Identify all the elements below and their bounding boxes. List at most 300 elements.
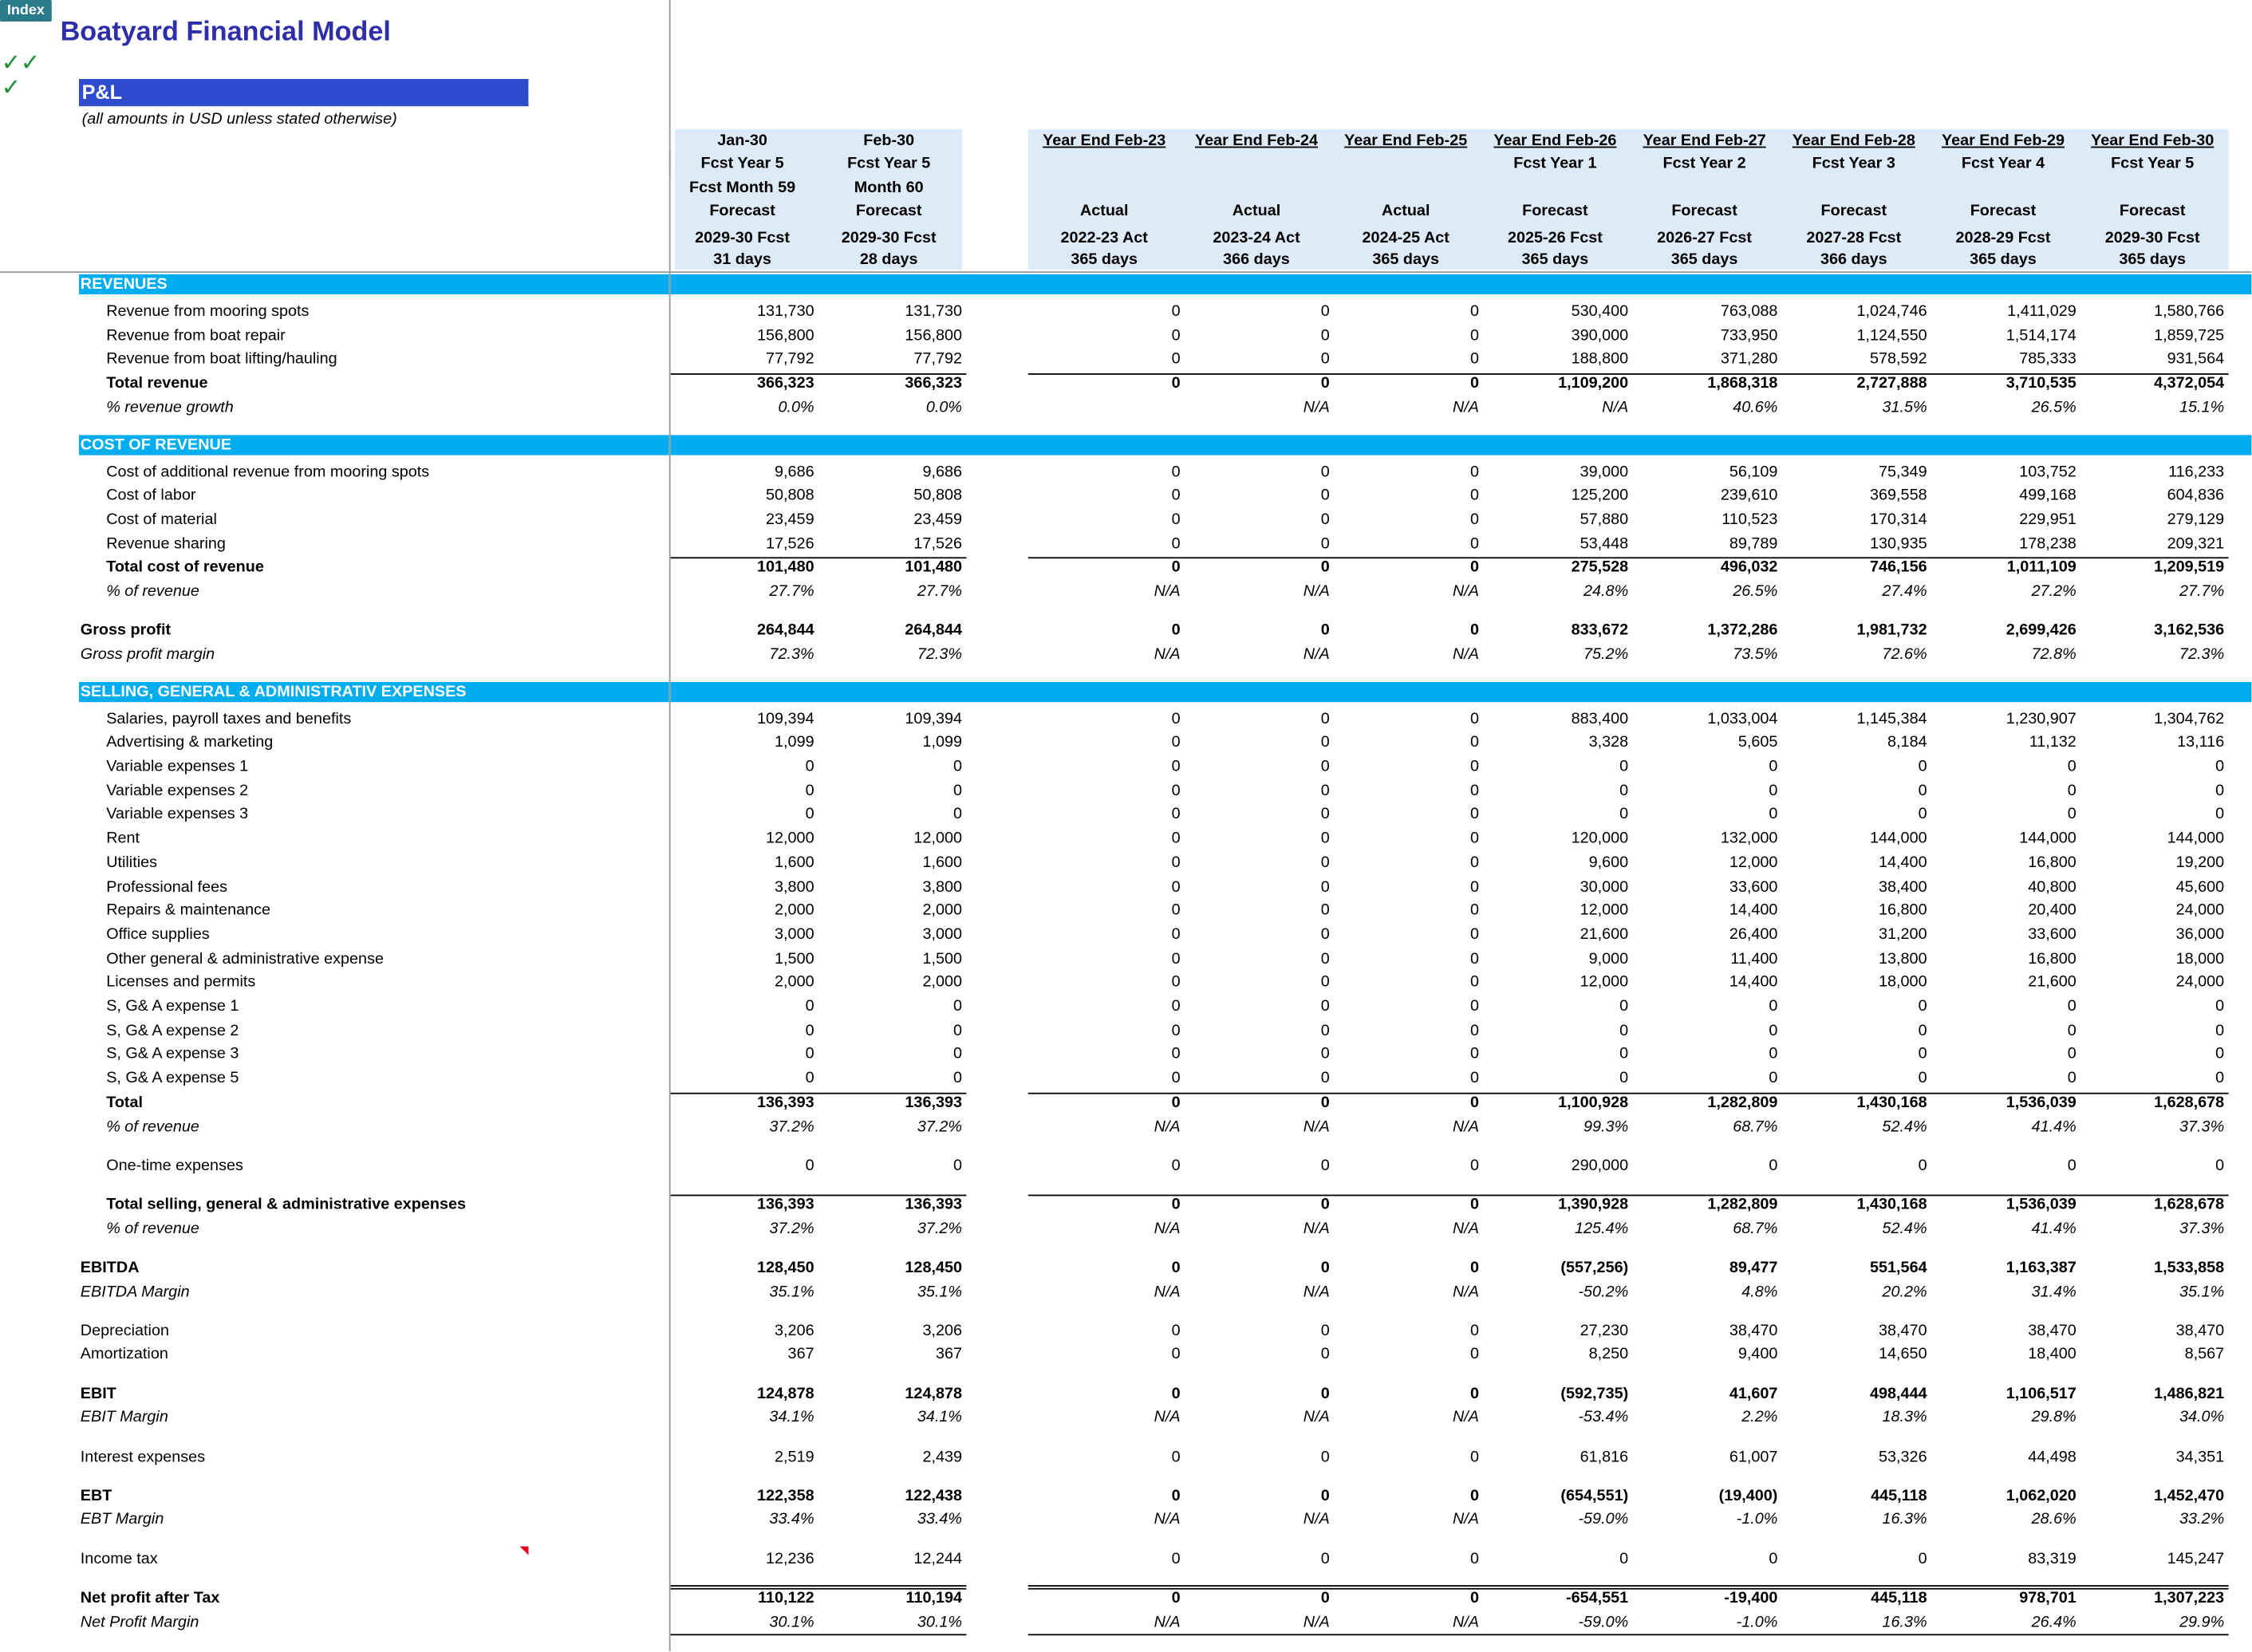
row-value[interactable]: 24.8%	[1583, 582, 1629, 601]
row-value[interactable]: 0	[1469, 806, 1479, 824]
row-value[interactable]: 136,393	[757, 1196, 814, 1213]
row-value[interactable]: 0	[1320, 1589, 1330, 1607]
row-value[interactable]: N/A	[1154, 645, 1181, 664]
row-value[interactable]: 2,000	[775, 973, 814, 992]
row-value[interactable]: 0	[1171, 1022, 1181, 1039]
row-value[interactable]: 0	[1171, 734, 1181, 751]
row-value[interactable]: 0	[1769, 1070, 1778, 1087]
row-value[interactable]: 0	[1171, 302, 1181, 321]
row-value[interactable]: 0	[1469, 487, 1479, 505]
row-value[interactable]: 0	[1171, 534, 1181, 553]
row-value[interactable]: N/A	[1154, 1220, 1181, 1237]
row-value[interactable]: 0	[1171, 758, 1181, 775]
row-value[interactable]: 68.7%	[1733, 1220, 1778, 1237]
row-value[interactable]: 530,400	[1571, 302, 1629, 321]
row-value[interactable]: 26.5%	[1733, 582, 1778, 601]
row-value[interactable]: -19,400	[1724, 1589, 1778, 1607]
row-value[interactable]: 0	[1320, 1487, 1330, 1504]
row-value[interactable]: 130,935	[1870, 534, 1927, 553]
row-value[interactable]: 0	[1469, 1487, 1479, 1504]
row-value[interactable]: 0	[1469, 1259, 1479, 1276]
row-value[interactable]: 23,459	[766, 511, 814, 529]
row-value[interactable]: 1,145,384	[1856, 710, 1927, 727]
row-value[interactable]: 0	[1469, 558, 1479, 577]
row-value[interactable]: 0	[1320, 463, 1330, 481]
row-value[interactable]: 931,564	[2167, 350, 2225, 369]
row-value[interactable]: (557,256)	[1560, 1259, 1629, 1276]
row-value[interactable]: N/A	[1303, 399, 1330, 416]
row-value[interactable]: 0	[1320, 350, 1330, 369]
row-value[interactable]: 0	[1918, 998, 1927, 1015]
row-value[interactable]: 0	[952, 1046, 962, 1063]
row-value[interactable]: 37.2%	[917, 1220, 962, 1237]
row-value[interactable]: 0	[1769, 806, 1778, 824]
row-value[interactable]: 0	[2067, 1157, 2076, 1174]
row-value[interactable]: 122,358	[757, 1487, 814, 1504]
row-value[interactable]: 3,162,536	[2154, 621, 2225, 640]
row-value[interactable]: 11,132	[2029, 734, 2076, 751]
row-value[interactable]: 34.0%	[2179, 1409, 2225, 1426]
row-value[interactable]: (654,551)	[1560, 1487, 1629, 1504]
row-value[interactable]: 0	[1918, 758, 1927, 775]
row-value[interactable]: 1,536,039	[2006, 1196, 2076, 1213]
row-value[interactable]: 1,106,517	[2006, 1385, 2076, 1402]
row-value[interactable]: 9,686	[922, 463, 962, 481]
row-value[interactable]: 20,400	[2028, 901, 2076, 920]
row-value[interactable]: 38,470	[2175, 1322, 2225, 1339]
row-value[interactable]: 0	[1918, 1070, 1927, 1087]
row-value[interactable]: 1,304,762	[2154, 710, 2225, 727]
row-value[interactable]: 9,686	[775, 463, 814, 481]
row-value[interactable]: 0	[1619, 1550, 1629, 1567]
row-value[interactable]: N/A	[1154, 1409, 1181, 1426]
row-value[interactable]: 16.3%	[1882, 1613, 1927, 1630]
row-value[interactable]: 19,200	[2175, 854, 2225, 872]
row-value[interactable]: 0	[1320, 854, 1330, 872]
row-value[interactable]: 44,498	[2028, 1448, 2076, 1465]
row-value[interactable]: 0	[1469, 1157, 1479, 1174]
row-value[interactable]: 83,319	[2028, 1550, 2076, 1567]
row-value[interactable]: 20.2%	[1882, 1283, 1927, 1300]
row-value[interactable]: 27.7%	[2179, 582, 2225, 601]
row-value[interactable]: N/A	[1154, 1283, 1181, 1300]
row-value[interactable]: 144,000	[1870, 830, 1927, 848]
row-value[interactable]: 35.1%	[917, 1283, 962, 1300]
row-value[interactable]: 3,328	[1588, 734, 1629, 751]
row-value[interactable]: 978,701	[2019, 1589, 2076, 1607]
row-value[interactable]: 0	[1918, 1157, 1927, 1174]
row-value[interactable]: 499,168	[2019, 487, 2076, 505]
row-value[interactable]: 101,480	[905, 558, 962, 577]
row-value[interactable]: 0	[1469, 463, 1479, 481]
row-value[interactable]: 0	[2067, 758, 2076, 775]
row-value[interactable]: 34.1%	[917, 1409, 962, 1426]
row-value[interactable]: 0	[1320, 1070, 1330, 1087]
row-value[interactable]: 1,230,907	[2006, 710, 2076, 727]
row-value[interactable]: 0	[1320, 806, 1330, 824]
row-value[interactable]: 0	[1171, 1385, 1181, 1402]
row-value[interactable]: N/A	[1303, 1409, 1330, 1426]
row-value[interactable]: -50.2%	[1578, 1283, 1629, 1300]
row-value[interactable]: 0	[1320, 901, 1330, 920]
row-value[interactable]: 0	[1171, 782, 1181, 800]
row-value[interactable]: 0	[1320, 830, 1330, 848]
row-value[interactable]: 0.0%	[925, 399, 962, 416]
row-value[interactable]: 23,459	[913, 511, 962, 529]
row-value[interactable]: N/A	[1452, 399, 1479, 416]
row-value[interactable]: 390,000	[1571, 326, 1629, 345]
row-value[interactable]: N/A	[1303, 645, 1330, 664]
row-value[interactable]: 2,000	[922, 901, 962, 920]
row-value[interactable]: 0	[1171, 326, 1181, 345]
row-value[interactable]: 367	[935, 1346, 962, 1363]
row-value[interactable]: 122,438	[905, 1487, 962, 1504]
row-value[interactable]: 3,206	[922, 1322, 962, 1339]
row-value[interactable]: 0	[2067, 806, 2076, 824]
row-value[interactable]: 3,800	[775, 877, 814, 896]
row-value[interactable]: 1,486,821	[2154, 1385, 2225, 1402]
row-value[interactable]: 170,314	[1870, 511, 1927, 529]
row-value[interactable]: N/A	[1303, 1511, 1330, 1528]
row-value[interactable]: 1,062,020	[2006, 1487, 2076, 1504]
row-value[interactable]: 101,480	[757, 558, 814, 577]
row-value[interactable]: 0	[952, 1070, 962, 1087]
row-value[interactable]: 2,439	[922, 1448, 962, 1465]
row-value[interactable]: -59.0%	[1578, 1613, 1629, 1630]
row-value[interactable]: 0	[1918, 1046, 1927, 1063]
row-value[interactable]: 0	[1171, 1046, 1181, 1063]
row-value[interactable]: 0	[1320, 558, 1330, 577]
row-value[interactable]: 0	[1171, 1550, 1181, 1567]
row-value[interactable]: 0	[1469, 374, 1479, 392]
row-value[interactable]: 0	[1171, 710, 1181, 727]
row-value[interactable]: N/A	[1452, 1283, 1479, 1300]
row-value[interactable]: 37.2%	[769, 1220, 814, 1237]
row-value[interactable]: 145,247	[2167, 1550, 2225, 1567]
row-value[interactable]: 496,032	[1720, 558, 1778, 577]
row-value[interactable]: 551,564	[1870, 1259, 1927, 1276]
row-value[interactable]: 0	[1769, 1022, 1778, 1039]
row-value[interactable]: 883,400	[1571, 710, 1629, 727]
row-value[interactable]: 0	[805, 1070, 814, 1087]
row-value[interactable]: 498,444	[1870, 1385, 1927, 1402]
row-value[interactable]: 0	[2067, 998, 2076, 1015]
row-value[interactable]: 0	[1171, 1094, 1181, 1111]
row-value[interactable]: 0	[1320, 487, 1330, 505]
row-value[interactable]: 0	[1469, 621, 1479, 640]
row-value[interactable]: 99.3%	[1583, 1118, 1629, 1135]
row-value[interactable]: 1,099	[922, 734, 962, 751]
row-value[interactable]: 1,580,766	[2154, 302, 2225, 321]
row-value[interactable]: 0	[805, 1022, 814, 1039]
row-value[interactable]: 746,156	[1870, 558, 1927, 577]
row-value[interactable]: 1,430,168	[1856, 1196, 1927, 1213]
row-value[interactable]: 128,450	[905, 1259, 962, 1276]
row-value[interactable]: 0	[1469, 1346, 1479, 1363]
row-value[interactable]: 2.2%	[1741, 1409, 1778, 1426]
row-value[interactable]: 38,470	[1879, 1322, 1927, 1339]
row-value[interactable]: 264,844	[905, 621, 962, 640]
row-value[interactable]: 0	[1619, 806, 1629, 824]
row-value[interactable]: 279,129	[2167, 511, 2225, 529]
row-value[interactable]: 0	[2215, 782, 2225, 800]
row-value[interactable]: 36,000	[2175, 925, 2225, 944]
row-value[interactable]: 1,500	[775, 949, 814, 968]
row-value[interactable]: 0	[1320, 511, 1330, 529]
row-value[interactable]: 275,528	[1571, 558, 1629, 577]
row-value[interactable]: 0	[1171, 350, 1181, 369]
row-value[interactable]: 0	[1320, 1322, 1330, 1339]
row-value[interactable]: -1.0%	[1736, 1613, 1778, 1630]
row-value[interactable]: 3,000	[775, 925, 814, 944]
row-value[interactable]: 0	[2215, 1022, 2225, 1039]
row-value[interactable]: 0	[1469, 302, 1479, 321]
row-value[interactable]: 18.3%	[1882, 1409, 1927, 1426]
row-value[interactable]: 124,878	[757, 1385, 814, 1402]
row-value[interactable]: 0	[805, 1157, 814, 1174]
row-value[interactable]: 1,514,174	[2006, 326, 2076, 345]
row-value[interactable]: 0	[1619, 1046, 1629, 1063]
row-value[interactable]: 8,250	[1588, 1346, 1629, 1363]
row-value[interactable]: 0	[805, 998, 814, 1015]
row-value[interactable]: 45,600	[2175, 877, 2225, 896]
row-value[interactable]: 16,800	[2028, 949, 2076, 968]
row-value[interactable]: 0	[1171, 949, 1181, 968]
row-value[interactable]: 38,470	[2028, 1322, 2076, 1339]
row-value[interactable]: 12,236	[766, 1550, 814, 1567]
row-value[interactable]: N/A	[1154, 1613, 1181, 1630]
row-value[interactable]: 27.4%	[1882, 582, 1927, 601]
row-value[interactable]: 1,033,004	[1707, 710, 1778, 727]
row-value[interactable]: 73.5%	[1733, 645, 1778, 664]
row-value[interactable]: 0	[1469, 1094, 1479, 1111]
row-value[interactable]: 2,000	[922, 973, 962, 992]
row-value[interactable]: 144,000	[2019, 830, 2076, 848]
row-value[interactable]: 366,323	[905, 374, 962, 392]
row-value[interactable]: 89,789	[1729, 534, 1778, 553]
row-value[interactable]: 367	[787, 1346, 814, 1363]
row-value[interactable]: 0	[1469, 1022, 1479, 1039]
row-value[interactable]: 31,200	[1879, 925, 1927, 944]
index-button[interactable]: Index	[0, 0, 52, 22]
row-value[interactable]: 77,792	[913, 350, 962, 369]
row-value[interactable]: 16,800	[1879, 901, 1927, 920]
row-value[interactable]: 0	[1171, 877, 1181, 896]
row-value[interactable]: 0	[1171, 487, 1181, 505]
row-value[interactable]: 0	[1171, 558, 1181, 577]
row-value[interactable]: 17,526	[913, 534, 962, 553]
row-value[interactable]: 136,393	[905, 1196, 962, 1213]
row-value[interactable]: 1,163,387	[2006, 1259, 2076, 1276]
row-value[interactable]: N/A	[1602, 399, 1629, 416]
row-value[interactable]: 14,650	[1879, 1346, 1927, 1363]
row-value[interactable]: 156,800	[757, 326, 814, 345]
row-value[interactable]: 0	[1320, 1196, 1330, 1213]
row-value[interactable]: 0	[805, 758, 814, 775]
row-value[interactable]: 75.2%	[1583, 645, 1629, 664]
row-value[interactable]: 833,672	[1571, 621, 1629, 640]
row-value[interactable]: 0	[1619, 758, 1629, 775]
row-value[interactable]: 0	[2215, 806, 2225, 824]
row-value[interactable]: 50,808	[913, 487, 962, 505]
row-value[interactable]: 0	[1171, 901, 1181, 920]
row-value[interactable]: 0	[1320, 326, 1330, 345]
row-value[interactable]: N/A	[1452, 1409, 1479, 1426]
row-value[interactable]: 77,792	[766, 350, 814, 369]
row-value[interactable]: 30.1%	[769, 1613, 814, 1630]
row-value[interactable]: 0	[2067, 1022, 2076, 1039]
row-value[interactable]: 1,372,286	[1707, 621, 1778, 640]
row-value[interactable]: 34,351	[2175, 1448, 2225, 1465]
row-value[interactable]: 0	[1171, 1259, 1181, 1276]
row-value[interactable]: 35.1%	[2179, 1283, 2225, 1300]
row-value[interactable]: 0	[1769, 782, 1778, 800]
row-value[interactable]: 9,400	[1737, 1346, 1778, 1363]
row-value[interactable]: 9,000	[1588, 949, 1629, 968]
row-value[interactable]: 0	[1469, 782, 1479, 800]
row-value[interactable]: 28.6%	[2031, 1511, 2076, 1528]
row-value[interactable]: 30.1%	[917, 1613, 962, 1630]
row-value[interactable]: 1,109,200	[1558, 374, 1629, 392]
row-value[interactable]: 1,282,809	[1707, 1196, 1778, 1213]
row-value[interactable]: 4.8%	[1741, 1283, 1778, 1300]
row-value[interactable]: 41.4%	[2031, 1118, 2076, 1135]
row-value[interactable]: 9,600	[1588, 854, 1629, 872]
row-value[interactable]: 264,844	[757, 621, 814, 640]
row-value[interactable]: 0	[1320, 1448, 1330, 1465]
row-value[interactable]: 0	[1320, 374, 1330, 392]
row-value[interactable]: 2,519	[775, 1448, 814, 1465]
row-value[interactable]: 110,523	[1722, 511, 1778, 529]
row-value[interactable]: 0	[1171, 511, 1181, 529]
row-value[interactable]: 1,533,858	[2154, 1259, 2225, 1276]
row-value[interactable]: 33.4%	[917, 1511, 962, 1528]
row-value[interactable]: 0	[1469, 734, 1479, 751]
row-value[interactable]: 52.4%	[1882, 1220, 1927, 1237]
row-value[interactable]: 178,238	[2019, 534, 2076, 553]
row-value[interactable]: 3,710,535	[2006, 374, 2076, 392]
row-value[interactable]: 41,607	[1729, 1385, 1778, 1402]
row-value[interactable]: 0	[1469, 1322, 1479, 1339]
row-value[interactable]: 188,800	[1571, 350, 1629, 369]
row-value[interactable]: 0	[1320, 734, 1330, 751]
row-value[interactable]: 29.9%	[2179, 1613, 2225, 1630]
row-value[interactable]: 38,470	[1729, 1322, 1778, 1339]
row-value[interactable]: 21,600	[1580, 925, 1629, 944]
row-value[interactable]: 18,000	[2175, 949, 2225, 968]
row-value[interactable]: 131,730	[757, 302, 814, 321]
row-value[interactable]: 0	[1619, 782, 1629, 800]
row-value[interactable]: 0	[1469, 830, 1479, 848]
row-value[interactable]: 56,109	[1729, 463, 1778, 481]
row-value[interactable]: 0	[1171, 374, 1181, 392]
row-value[interactable]: 11,400	[1730, 949, 1778, 968]
row-value[interactable]: N/A	[1452, 1511, 1479, 1528]
row-value[interactable]: 72.8%	[2031, 645, 2076, 664]
row-value[interactable]: 0	[1320, 949, 1330, 968]
row-value[interactable]: 110,122	[758, 1589, 814, 1607]
row-value[interactable]: 109,394	[757, 710, 814, 727]
row-value[interactable]: 0	[1469, 710, 1479, 727]
row-value[interactable]: 68.7%	[1733, 1118, 1778, 1135]
row-value[interactable]: 0	[1469, 973, 1479, 992]
row-value[interactable]: 0	[1171, 1070, 1181, 1087]
row-value[interactable]: 0	[1769, 998, 1778, 1015]
row-value[interactable]: 0	[1469, 1589, 1479, 1607]
row-value[interactable]: 125.4%	[1575, 1220, 1629, 1237]
row-value[interactable]: 0	[1918, 782, 1927, 800]
row-value[interactable]: N/A	[1452, 582, 1479, 601]
row-value[interactable]: 72.3%	[769, 645, 814, 664]
row-value[interactable]: N/A	[1303, 1613, 1330, 1630]
row-value[interactable]: -654,551	[1566, 1589, 1629, 1607]
row-value[interactable]: 0	[1619, 998, 1629, 1015]
row-value[interactable]: 0	[1171, 1322, 1181, 1339]
row-value[interactable]: 116,233	[2168, 463, 2225, 481]
row-value[interactable]: 445,118	[1871, 1487, 1927, 1504]
row-value[interactable]: 61,816	[1580, 1448, 1629, 1465]
row-value[interactable]: 0	[1320, 758, 1330, 775]
row-value[interactable]: 0	[2067, 1070, 2076, 1087]
row-value[interactable]: 13,800	[1879, 949, 1927, 968]
row-value[interactable]: 0	[2215, 1070, 2225, 1087]
row-value[interactable]: 12,000	[913, 830, 962, 848]
row-value[interactable]: 3,000	[922, 925, 962, 944]
row-value[interactable]: 12,000	[766, 830, 814, 848]
row-value[interactable]: 27.7%	[769, 582, 814, 601]
row-value[interactable]: 37.2%	[769, 1118, 814, 1135]
row-value[interactable]: 0	[1918, 806, 1927, 824]
row-value[interactable]: 0	[1320, 1385, 1330, 1402]
row-value[interactable]: 50,808	[766, 487, 814, 505]
row-value[interactable]: 41.4%	[2031, 1220, 2076, 1237]
row-value[interactable]: 0	[1320, 877, 1330, 896]
row-value[interactable]: 38,400	[1879, 877, 1927, 896]
row-value[interactable]: (592,735)	[1560, 1385, 1629, 1402]
row-value[interactable]: 763,088	[1720, 302, 1778, 321]
row-value[interactable]: 0	[1171, 830, 1181, 848]
row-value[interactable]: 1,100,928	[1558, 1094, 1629, 1111]
row-value[interactable]: 30,000	[1580, 877, 1629, 896]
row-value[interactable]: 124,878	[905, 1385, 962, 1402]
row-value[interactable]: 109,394	[905, 710, 962, 727]
row-value[interactable]: N/A	[1303, 1118, 1330, 1135]
row-value[interactable]: -59.0%	[1578, 1511, 1629, 1528]
row-value[interactable]: 1,600	[922, 854, 962, 872]
row-value[interactable]: 0	[1171, 1196, 1181, 1213]
row-value[interactable]: 0	[1469, 511, 1479, 529]
row-value[interactable]: 369,558	[1870, 487, 1927, 505]
row-value[interactable]: 33.2%	[2179, 1511, 2225, 1528]
row-value[interactable]: -1.0%	[1736, 1511, 1778, 1528]
row-value[interactable]: N/A	[1154, 1118, 1181, 1135]
row-value[interactable]: 0	[1769, 758, 1778, 775]
row-value[interactable]: 0	[1769, 1046, 1778, 1063]
row-value[interactable]: 120,000	[1571, 830, 1629, 848]
row-value[interactable]: 14,400	[1879, 854, 1927, 872]
row-value[interactable]: N/A	[1452, 1118, 1479, 1135]
row-value[interactable]: 72.6%	[1882, 645, 1927, 664]
row-value[interactable]: 0	[1769, 1157, 1778, 1174]
row-value[interactable]: 61,007	[1729, 1448, 1778, 1465]
row-value[interactable]: 1,390,928	[1558, 1196, 1629, 1213]
row-value[interactable]: 0	[1469, 1196, 1479, 1213]
row-value[interactable]: 0	[805, 806, 814, 824]
row-value[interactable]: 18,000	[1879, 973, 1927, 992]
row-value[interactable]: 40,800	[2028, 877, 2076, 896]
row-value[interactable]: N/A	[1452, 1220, 1479, 1237]
row-value[interactable]: N/A	[1303, 1220, 1330, 1237]
